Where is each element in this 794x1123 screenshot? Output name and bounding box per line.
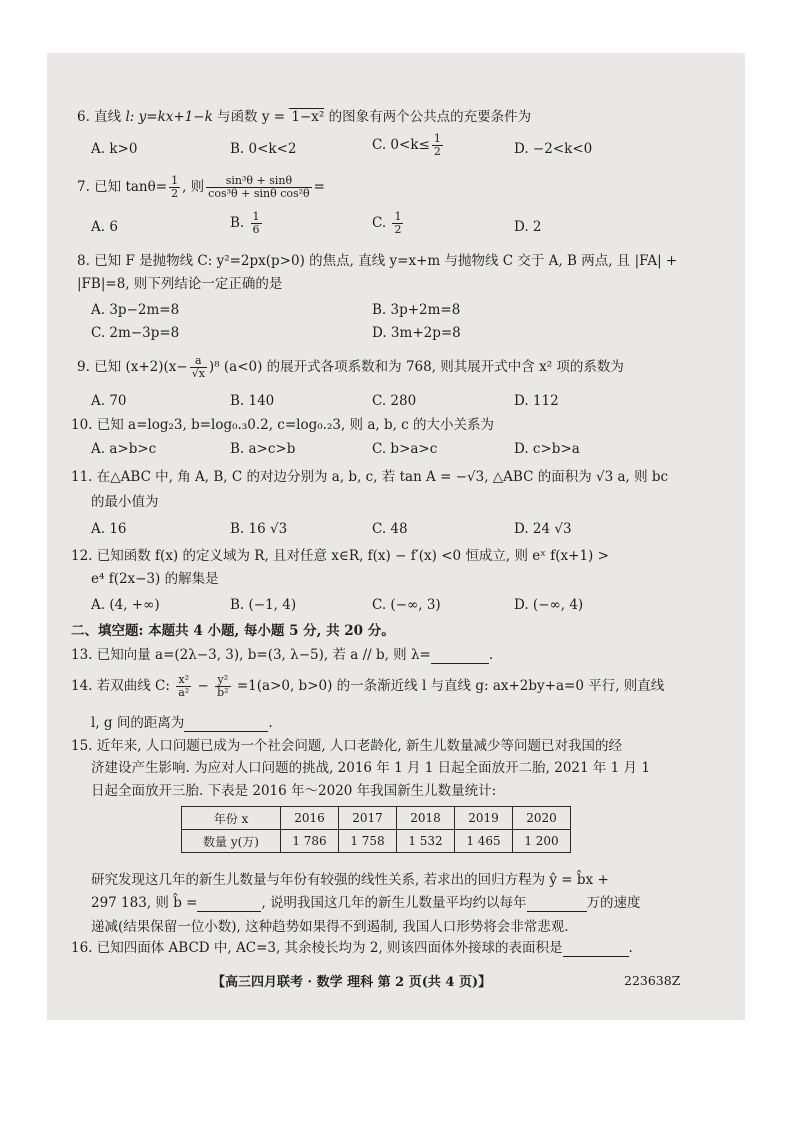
table-cell: 1 532 (397, 830, 455, 853)
q9-option-c: C. 280 (372, 393, 417, 409)
exam-page (47, 53, 745, 1020)
q10-option-d: D. c>b>a (514, 441, 580, 457)
q16-answer-blank[interactable] (563, 942, 629, 957)
table-cell: 2020 (513, 807, 571, 830)
table-cell: 2017 (339, 807, 397, 830)
question-12-line-2: e⁴ f(2x−3) 的解集是 (91, 571, 219, 587)
table-header-count: 数量 y(万) (182, 830, 281, 853)
question-9-stem: 9. 已知 (x+2)(x− $\frac{a}{√x}$ )⁸ (a<0) 的展开式各项系数和为 768, 则其展开式中含 x² 项的系数为 (77, 354, 624, 380)
question-15-line-2: 济建设产生影响. 为应对人口问题的挑战, 2016 年 1 月 1 日起全面放开二胎, 2021 年 1 月 1 (91, 760, 650, 776)
q9-option-b: B. 140 (230, 393, 275, 409)
q8-option-b: B. 3p+2m=8 (372, 302, 461, 318)
table-header-year: 年份 x (182, 807, 281, 830)
q7-option-a: A. 6 (91, 219, 118, 235)
newborn-statistics-table (181, 806, 571, 853)
question-7-stem: 7. 已知 tanθ= $\frac{1}{2}$ , 则 $\frac{\text{sin³θ + sinθ}}{\text{cos³θ + sinθ cos²θ}}$ = (77, 174, 325, 200)
question-15-line-5: 297 183, 则 b̂ = , 说明我国这几年的新生儿数量平均约以每年 万的速度 (91, 895, 641, 911)
q10-option-a: A. a>b>c (91, 441, 157, 457)
question-15-line-4: 研究发现这几年的新生儿数量与年份有较强的线性关系, 若求出的回归方程为 ŷ = b̂x + (91, 872, 609, 888)
question-8-line-2: |FB|=8, 则下列结论一定正确的是 (77, 276, 283, 292)
question-14-line-1: 14. 若双曲线 C: $\frac{\text{x²}}{\text{a²}}$ − $\frac{\text{y²}}{\text{b²}}$ =1(a>0, b>0) 的一条渐近线 l 与直线 g: ax+2by+a=0 平行, 则直线 (71, 673, 665, 699)
table-row (182, 807, 571, 830)
table-cell: 1 758 (339, 830, 397, 853)
question-15-line-3: 日起全面放开三胎. 下表是 2016 年～2020 年我国新生儿数量统计: (91, 783, 497, 799)
q10-option-c: C. b>a>c (372, 441, 438, 457)
question-12-line-1: 12. 已知函数 f(x) 的定义域为 R, 且对任意 x∈R, f(x) − f′(x) <0 恒成立, 则 eˣ f(x+1) > (71, 548, 609, 564)
question-15-line-6: 递减(结果保留一位小数), 这种趋势如果得不到遏制, 我国人口形势将会非常悲观. (91, 919, 569, 935)
q7-option-b: B. $\frac{1}{6}$ (230, 210, 260, 236)
table-cell: 1 786 (281, 830, 339, 853)
question-11-line-1: 11. 在△ABC 中, 角 A, B, C 的对边分别为 a, b, c, 若 tan A = −√3, △ABC 的面积为 √3 a, 则 bc (71, 469, 669, 485)
q8-option-a: A. 3p−2m=8 (91, 302, 180, 318)
q9-option-a: A. 70 (91, 393, 127, 409)
question-8-line-1: 8. 已知 F 是抛物线 C: y²=2px(p>0) 的焦点, 直线 y=x+m 与抛物线 C 交于 A, B 两点, 且 |FA| + (77, 253, 678, 269)
table-cell: 2019 (455, 807, 513, 830)
q10-option-b: B. a>c>b (230, 441, 296, 457)
question-10-stem: 10. 已知 a=log₂3, b=log₀.₃0.2, c=log₀.₂3, 则 a, b, c 的大小关系为 (71, 417, 495, 433)
question-6-stem: 6. 直线 l: y=kx+1−k 与函数 y = 1−x² 的图象有两个公共点的充要条件为 (77, 109, 532, 125)
page-footer: 【高三四月联考 · 数学 理科 第 2 页(共 4 页)】 (212, 975, 492, 990)
exam-code: 223638Z (624, 973, 681, 988)
question-13-stem: 13. 已知向量 a=(2λ−3, 3), b=(3, λ−5), 若 a // b, 则 λ= . (71, 647, 494, 663)
question-14-line-2: l, g 间的距离为 . (91, 715, 273, 731)
q6-option-b: B. 0<k<2 (230, 141, 297, 157)
q14-answer-blank[interactable] (184, 717, 268, 732)
q12-option-b: B. (−1, 4) (230, 597, 297, 613)
table-cell: 2018 (397, 807, 455, 830)
q6-option-a: A. k>0 (91, 141, 138, 157)
q11-option-c: C. 48 (372, 521, 408, 537)
q13-answer-blank[interactable] (431, 649, 489, 664)
q11-option-a: A. 16 (91, 521, 127, 537)
q15-rate-answer-blank[interactable] (527, 897, 587, 912)
q12-option-d: D. (−∞, 4) (514, 597, 584, 613)
q8-option-c: C. 2m−3p=8 (91, 325, 180, 341)
q7-option-c: C. $\frac{1}{2}$ (372, 210, 402, 236)
table-cell: 1 200 (513, 830, 571, 853)
q6-option-c: C. 0<k≤ $\frac{1}{2}$ (372, 132, 441, 158)
q12-option-a: A. (4, +∞) (91, 597, 160, 613)
question-11-line-2: 的最小值为 (91, 494, 159, 510)
q7-option-d: D. 2 (514, 219, 542, 235)
table-cell: 1 465 (455, 830, 513, 853)
q8-option-d: D. 3m+2p=8 (372, 325, 461, 341)
q11-option-d: D. 24 √3 (514, 521, 572, 537)
q6-option-d: D. −2<k<0 (514, 141, 593, 157)
q9-option-d: D. 112 (514, 393, 559, 409)
question-15-line-1: 15. 近年来, 人口问题已成为一个社会问题, 人口老龄化, 新生儿数量减少等问题已对我国的经 (71, 738, 623, 754)
table-row (182, 830, 571, 853)
section-2-heading: 二、填空题: 本题共 4 小题, 每小题 5 分, 共 20 分。 (71, 623, 395, 639)
question-16-stem: 16. 已知四面体 ABCD 中, AC=3, 其余棱长均为 2, 则该四面体外接球的表面积是 . (71, 940, 633, 956)
table-cell: 2016 (281, 807, 339, 830)
q15-b-answer-blank[interactable] (197, 897, 261, 912)
q11-option-b: B. 16 √3 (230, 521, 288, 537)
q12-option-c: C. (−∞, 3) (372, 597, 441, 613)
